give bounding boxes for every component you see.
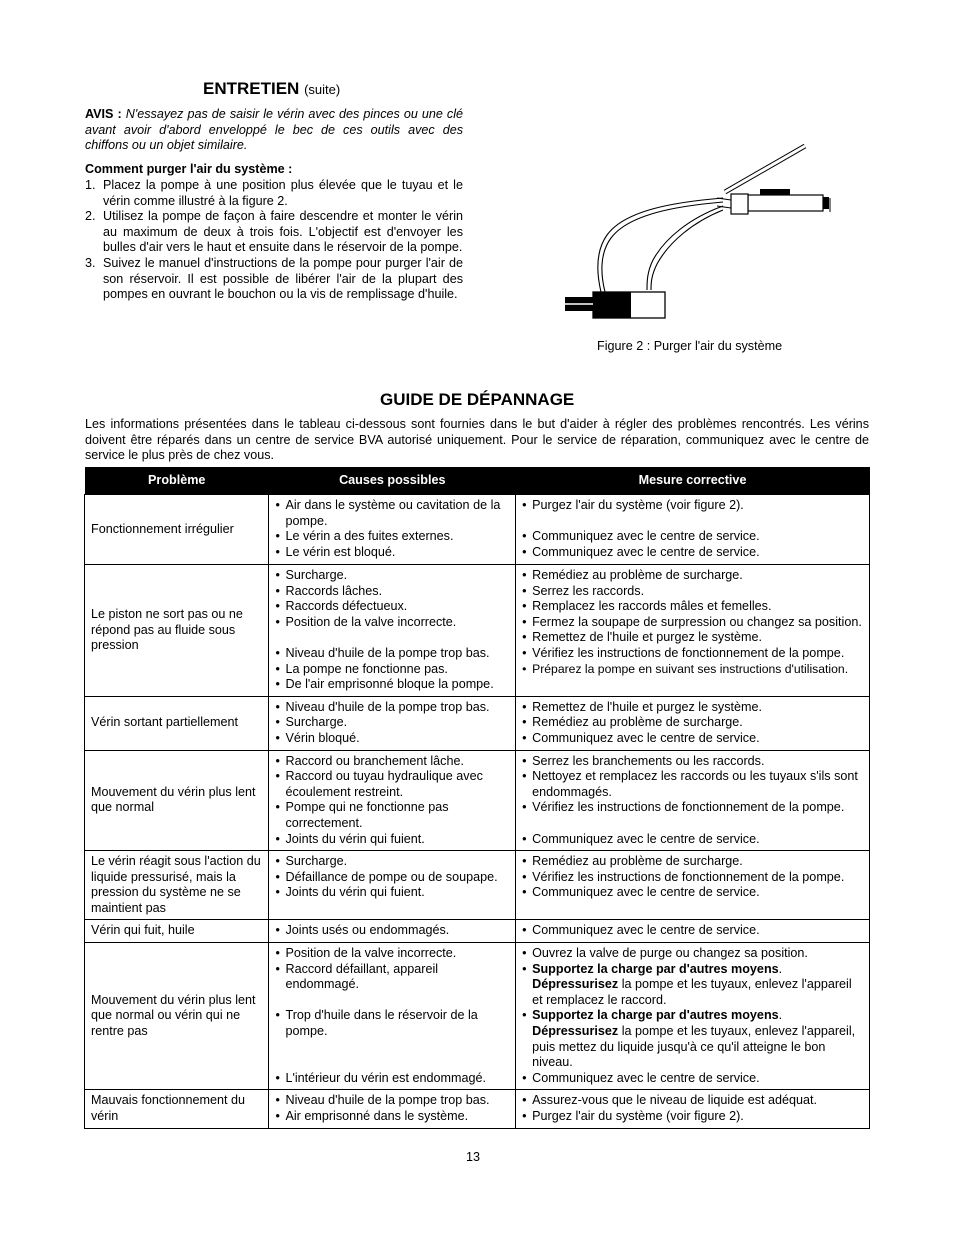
causes-cell — [269, 920, 516, 943]
fix-bold: Supportez la charge par d'autres moyens — [532, 961, 779, 976]
table-row — [85, 696, 870, 750]
step-number: 2. — [85, 209, 96, 224]
causes-cell — [269, 851, 516, 920]
causes-cell — [269, 943, 516, 1090]
fix-item: • Serrez les raccords. — [522, 584, 863, 600]
cause-item: • Niveau d'huile de la pompe trop bas. — [275, 646, 509, 662]
purge-step — [85, 178, 463, 209]
fix-bold: Dépressurisez — [532, 977, 619, 992]
fix-item: • Communiquez avec le centre de service. — [522, 731, 863, 747]
cause-spacer — [275, 1040, 509, 1056]
fix-item: • Remédiez au problème de surcharge. — [522, 715, 863, 731]
pump-handle-icon — [725, 146, 805, 192]
problem-cell: Mouvement du vérin plus lent que normal — [85, 750, 269, 851]
fix-item: • Purgez l'air du système (voir figure 2). — [522, 1109, 863, 1125]
causes-cell — [269, 565, 516, 697]
fix-item — [522, 962, 863, 1009]
step-number: 1. — [85, 178, 96, 192]
cause-item: • Vérin bloqué. — [275, 731, 509, 747]
problem-cell: Le piston ne sort pas ou ne répond pas au fluide sous pression — [85, 565, 269, 697]
fix-item: • Fermez la soupape de surpression ou changez sa position. — [522, 615, 863, 631]
fix-text: . — [778, 1008, 783, 1023]
fix-item: • Nettoyez et remplacez les raccords ou les tuyaux s'ils sont endommagés. — [522, 769, 863, 800]
cause-item: • Raccord défaillant, appareil endommagé. — [275, 962, 509, 993]
fix-spacer — [522, 514, 863, 530]
cause-item: • Surcharge. — [275, 715, 509, 731]
hydraulic-cylinder-icon — [565, 292, 665, 318]
problem-cell: Vérin sortant partiellement — [85, 696, 269, 750]
fix-item: • Communiquez avec le centre de service. — [522, 832, 863, 848]
step-text: Placez la pompe à une position plus élevée que le tuyau et le vérin comme illustré à la figure 2. — [103, 178, 463, 208]
fix-item: • Préparez la pompe en suivant ses instructions d'utilisation. — [522, 662, 863, 678]
cause-item: • Raccords lâches. — [275, 584, 509, 600]
purge-heading: Comment purger l'air du système : — [85, 162, 293, 176]
table-row — [85, 851, 870, 920]
fix-text: . — [778, 961, 783, 976]
avis-text: N'essayez pas de saisir le vérin avec des pinces ou une clé avant avoir d'abord enveloppé le bec de ces outils avec des chiffons ou un objet similaire. — [85, 107, 464, 153]
cause-item: • Air emprisonné dans le système. — [275, 1109, 509, 1125]
cause-item: • De l'air emprisonné bloque la pompe. — [275, 677, 509, 693]
causes-cell — [269, 750, 516, 851]
guide-title: GUIDE DE DÉPANNAGE — [380, 390, 575, 409]
troubleshooting-table — [84, 467, 870, 1129]
cause-item: • Raccord ou branchement lâche. — [275, 754, 509, 770]
header-mesure: Mesure corrective — [516, 467, 870, 495]
fix-item: • Communiquez avec le centre de service. — [522, 923, 863, 939]
guide-intro: Les informations présentées dans le tableau ci-dessous sont fournies dans le but d'aider à régler des problèmes rencontrés. Les vérins doivent être réparés dans un centre de service BVA autorisé uniquement. Pour le service de réparation, communiquez avec le centre de service le plus près de chez vous. — [85, 417, 869, 463]
step-text: Suivez le manuel d'instructions de la pompe pour purger l'air de son réservoir. Il est possible de libérer l'air de la plupart des pompes en ouvrant le bouchon ou la vis de remplissage d'huile. — [103, 255, 463, 302]
fixes-cell — [516, 696, 870, 750]
pump-body-icon — [717, 189, 830, 214]
cause-item: • Position de la valve incorrecte. — [275, 615, 509, 631]
causes-cell — [269, 696, 516, 750]
cause-item: • Surcharge. — [275, 568, 509, 584]
fixes-cell — [516, 920, 870, 943]
cause-spacer — [275, 630, 509, 646]
purge-step — [85, 256, 463, 303]
fix-item: • Remplacez les raccords mâles et femelles. — [522, 599, 863, 615]
fix-item: • Communiquez avec le centre de service. — [522, 1071, 863, 1087]
step-number: 3. — [85, 255, 96, 270]
avis-label: AVIS : — [85, 107, 122, 121]
figure-caption: Figure 2 : Purger l'air du système — [597, 339, 783, 353]
cause-item: • Joints usés ou endommagés. — [275, 923, 509, 939]
hydraulic-hose-icon — [598, 198, 723, 292]
fix-item: • Vérifiez les instructions de fonctionnement de la pompe. — [522, 646, 863, 662]
fix-item: • Remédiez au problème de surcharge. — [522, 568, 863, 584]
fix-item: • Serrez les branchements ou les raccords. — [522, 754, 863, 770]
cause-item: • Pompe qui ne fonctionne pas correctement. — [275, 800, 509, 831]
fix-item: • Ouvrez la valve de purge ou changez sa position. — [522, 946, 863, 962]
fixes-cell — [516, 495, 870, 565]
cause-item: • Raccords défectueux. — [275, 599, 509, 615]
cause-item: • Position de la valve incorrecte. — [275, 946, 509, 962]
causes-cell — [269, 1090, 516, 1128]
header-probleme: Problème — [85, 467, 269, 495]
causes-cell — [269, 495, 516, 565]
fix-item: • Communiquez avec le centre de service. — [522, 545, 863, 561]
purge-step — [85, 209, 463, 256]
table-row — [85, 495, 870, 565]
cause-item: • Niveau d'huile de la pompe trop bas. — [275, 700, 509, 716]
step-text: Utilisez la pompe de façon à faire descendre et monter le vérin au maximum de deux à trois fois. L'objectif est d'envoyer les bulles d'air vers le haut et ensuite dans le réservoir de la pompe. — [103, 209, 463, 255]
fixes-cell — [516, 851, 870, 920]
fix-spacer — [522, 816, 863, 832]
cause-spacer — [275, 1055, 509, 1071]
fixes-cell — [516, 1090, 870, 1128]
problem-cell: Mauvais fonctionnement du vérin — [85, 1090, 269, 1128]
purge-steps — [85, 178, 463, 303]
header-causes: Causes possibles — [269, 467, 516, 495]
fix-bold: Supportez la charge par d'autres moyens — [532, 1008, 779, 1023]
pump-cylinder-illustration — [555, 140, 840, 320]
table-row — [85, 750, 870, 851]
fix-item: • Remettez de l'huile et purgez le système. — [522, 700, 863, 716]
fix-item — [522, 1008, 863, 1070]
fixes-cell — [516, 565, 870, 697]
problem-cell: Fonctionnement irrégulier — [85, 495, 269, 565]
table-header-row — [85, 467, 870, 495]
cause-item: • Le vérin est bloqué. — [275, 545, 509, 561]
fix-item: • Communiquez avec le centre de service. — [522, 885, 863, 901]
cause-item: • Niveau d'huile de la pompe trop bas. — [275, 1093, 509, 1109]
page-number: 13 — [466, 1150, 481, 1164]
table-row — [85, 1090, 870, 1128]
problem-cell: Vérin qui fuit, huile — [85, 920, 269, 943]
entretien-title: ENTRETIEN — [203, 79, 300, 98]
cause-item: • Joints du vérin qui fuient. — [275, 885, 509, 901]
cause-item: • Le vérin a des fuites externes. — [275, 529, 509, 545]
fix-text: la pompe et les tuyaux, enlevez l'appareil, puis mettez du liquide jusqu'à ce qu'il atteigne le bon niveau. — [532, 1024, 856, 1070]
fixes-cell — [516, 943, 870, 1090]
cause-item: • La pompe ne fonctionne pas. — [275, 662, 509, 678]
cause-item: • Surcharge. — [275, 854, 509, 870]
fixes-cell — [516, 750, 870, 851]
cause-item: • Air dans le système ou cavitation de la pompe. — [275, 498, 509, 529]
fix-item: • Remettez de l'huile et purgez le système. — [522, 630, 863, 646]
fix-item: • Purgez l'air du système (voir figure 2). — [522, 498, 863, 514]
table-row — [85, 943, 870, 1090]
fix-item: • Vérifiez les instructions de fonctionnement de la pompe. — [522, 870, 863, 886]
cause-item: • Trop d'huile dans le réservoir de la pompe. — [275, 1008, 509, 1039]
problem-cell: Le vérin réagit sous l'action du liquide pressurisé, mais la pression du système ne se maintient pas — [85, 851, 269, 920]
cause-item: • Raccord ou tuyau hydraulique avec écoulement restreint. — [275, 769, 509, 800]
fix-item: • Assurez-vous que le niveau de liquide est adéquat. — [522, 1093, 863, 1109]
fix-item: • Vérifiez les instructions de fonctionnement de la pompe. — [522, 800, 863, 816]
fix-item: • Communiquez avec le centre de service. — [522, 529, 863, 545]
avis-notice — [85, 107, 463, 154]
table-row — [85, 565, 870, 697]
cause-spacer — [275, 993, 509, 1009]
cause-item: • Joints du vérin qui fuient. — [275, 832, 509, 848]
fix-text: la pompe et les tuyaux, enlevez l'appareil et remplacez le raccord. — [532, 977, 852, 1007]
fix-item: • Remédiez au problème de surcharge. — [522, 854, 863, 870]
cause-item: • Défaillance de pompe ou de soupape. — [275, 870, 509, 886]
fix-bold: Dépressurisez — [532, 1024, 619, 1039]
problem-cell: Mouvement du vérin plus lent que normal ou vérin qui ne rentre pas — [85, 943, 269, 1090]
cause-item: • L'intérieur du vérin est endommagé. — [275, 1071, 509, 1087]
entretien-suite: (suite) — [304, 82, 341, 97]
section-title-entretien — [203, 79, 340, 99]
table-row — [85, 920, 870, 943]
